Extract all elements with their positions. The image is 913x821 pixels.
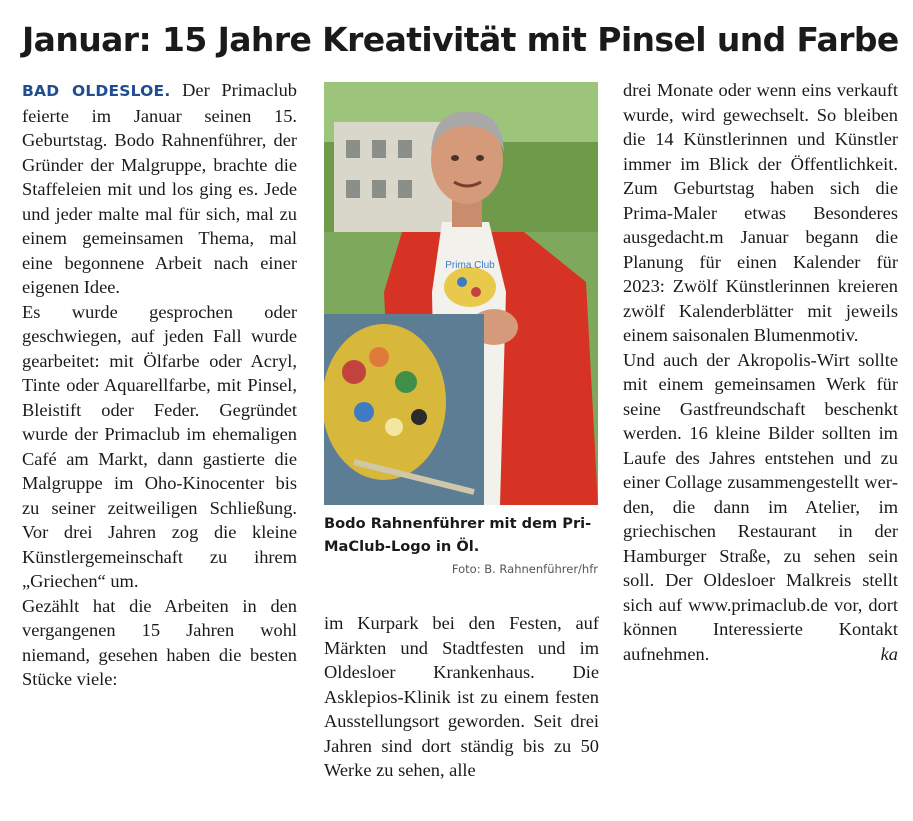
dateline: BAD OLDESLOE. (22, 82, 171, 100)
paragraph: Gezählt hat die Arbeiten in den vergangenen 15 Jahren wohl niemand, gesehen haben die besten Stücke viele: (22, 595, 297, 689)
author-signature: ka (880, 643, 898, 664)
article-headline: Januar: 15 Jahre Kreativität mit Pinsel und Farbe (22, 20, 899, 59)
shirt-logo (444, 267, 496, 307)
photo-credit: Foto: B. Rahnenführer/hfr (451, 562, 598, 576)
article-column-2 (324, 611, 599, 783)
article-column-1 (22, 78, 297, 692)
palette-shape (324, 324, 446, 480)
paragraph: Es wurde gesprochen oder geschwiegen, auf jeden Fall wurde gearbeitet: mit Ölfarbe oder Acryl, Tinte oder Aquarellfarbe, mit Pinsel, Bleistift oder Feder. Gegründet wurde der Primaclub im ehemaligen Café am Markt, dann gastierte die Malgruppe im Oho-Kinocenter bis zu seiner zeitweiligen Schließung. Vor drei Jahren zog die kleine Künstlergemeinschaft zu ihrem „Griechen“ um. (22, 301, 297, 591)
paragraph-text: Und auch der Akropolis-Wirt sollte mit einem gemeinsamen Werk für seine Gastfreundschaft beschenkt werden. 16 kleine Bilder sollten im Laufe des Jahres entstehen und zu einer Collage zusammengestellt werden, die dann im Atelier, im griechischen Restaurant in der Hamburger Straße, zu sehen sein soll. Der Oldesloer Malkreis stellt sich auf www.primaclub.de vor, dort können Interessierte Kontakt aufnehmen. (623, 349, 898, 664)
article-photo (324, 82, 598, 505)
paragraph (22, 78, 297, 300)
paragraph: im Kurpark bei den Festen, auf Märkten und Stadtfesten und im Oldesloer Krankenhaus. Die Asklepios-Klinik ist zu einem festen Ausstellungsort geworden. Seit drei Jahren sind dort ständig bis zu 50 Werke zu sehen, alle (324, 613, 599, 780)
paragraph (623, 348, 898, 667)
photo-caption: Bodo Rahnenführer mit dem PriMaClub-Logo in Öl. (324, 515, 592, 555)
paragraph-text: Der Primaclub feierte im Januar seinen 15. Geburtstag. Bodo Rahnenführer, der Gründer der Malgruppe, brachte die Staffeleien mit und los ging es. Jede und jeder malte mal für sich, mal zu einem gemeinsamen Thema, mal eine begonnene Arbeit nach einer eigenen Idee. (22, 80, 298, 297)
article-column-3 (623, 78, 898, 666)
shirt-text: Prima Club (445, 260, 495, 271)
photo-illustration (324, 82, 598, 505)
paragraph: drei Monate oder wenn eins verkauft wurde, wird gewechselt. So bleiben die 14 Künstlerinnen und Künstler immer im Blick der Öffentlichkeit. Zum Geburtstag haben sich die Prima-Maler etwas Besonderes ausgedacht.m Januar begann die Planung für einen Kalender für 2023: Zwölf Künstlerinnen kreieren zwölf Kalenderblätter mit jeweils einem saisonalen Blumenmotiv. (623, 80, 898, 345)
